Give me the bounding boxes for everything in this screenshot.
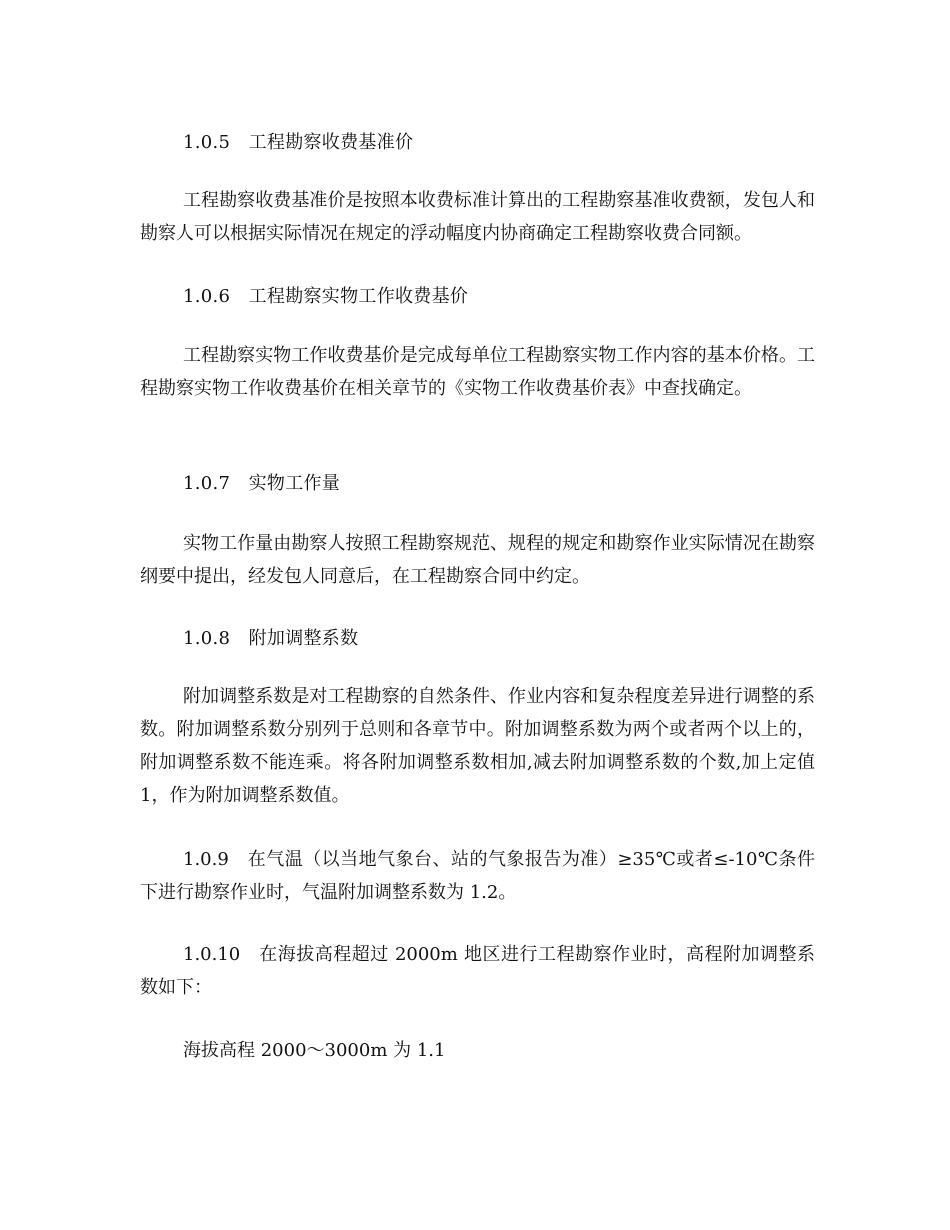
section-body-1-0-7: 实物工作量由勘察人按照工程勘察规范、规程的规定和勘察作业实际情况在勘察纲要中提出，经发包人同意后，在工程勘察合同中约定。 <box>140 533 815 587</box>
clause-1-0-9: 1.0.9 在气温（以当地气象台、站的气象报告为准）≥35℃或者≤-10℃条件下进行勘察作业时，气温附加调整系数为 1.2。 <box>140 849 815 903</box>
clause-1-0-10: 1.0.10 在海拔高程超过 2000m 地区进行工程勘察作业时，高程附加调整系数如下： <box>140 944 815 998</box>
section-body-1-0-6: 工程勘察实物工作收费基价是完成每单位工程勘察实物工作内容的基本价格。工程勘察实物工作收费基价在相关章节的《实物工作收费基价表》中查找确定。 <box>140 345 815 399</box>
section-body-1-0-5: 工程勘察收费基准价是按照本收费标准计算出的工程勘察基准收费额，发包人和勘察人可以根据实际情况在规定的浮动幅度内协商确定工程勘察收费合同额。 <box>140 190 815 244</box>
section-heading-1-0-7: 1.0.7 实物工作量 <box>183 473 341 494</box>
section-heading-1-0-8: 1.0.8 附加调整系数 <box>183 628 359 649</box>
section-heading-1-0-5: 1.0.5 工程勘察收费基准价 <box>183 132 414 153</box>
section-body-1-0-8: 附加调整系数是对工程勘察的自然条件、作业内容和复杂程度差异进行调整的系数。附加调整系数分别列于总则和各章节中。附加调整系数为两个或者两个以上的，附加调整系数不能连乘。将各附加调整系数相加,减去附加调整系数的个数,加上定值 1，作为附加调整系数值。 <box>140 686 815 806</box>
section-heading-1-0-6: 1.0.6 工程勘察实物工作收费基价 <box>183 286 469 307</box>
altitude-coefficient-line: 海拔高程 2000～3000m 为 1.1 <box>183 1040 446 1061</box>
